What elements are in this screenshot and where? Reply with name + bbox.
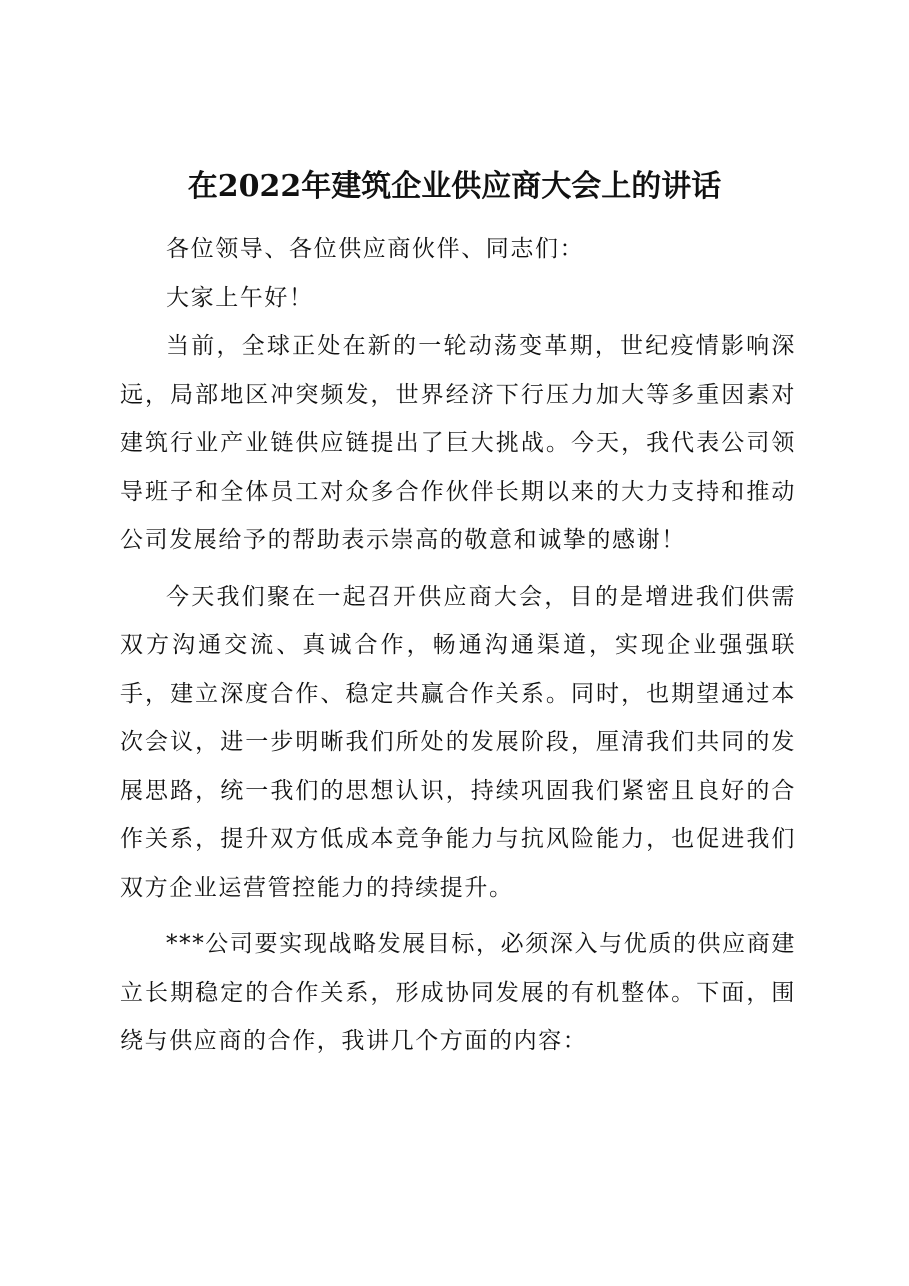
body-paragraph-2: 今天我们聚在一起召开供应商大会，目的是增进我们供需双方沟通交流、真诚合作，畅通沟通渠道，实现企业强强联手，建立深度合作、稳定共赢合作关系。同时，也期望通过本次会议，进一步明晰我们所处的发展阶段，厘清我们共同的发展思路，统一我们的思想认识，持续巩固我们紧密且良好的合作关系，提升双方低成本竞争能力与抗风险能力，也促进我们双方企业运营管控能力的持续提升。 (120, 583, 796, 901)
document-body (120, 225, 796, 1074)
document-title: 在2022年建筑企业供应商大会上的讲话 (187, 169, 722, 204)
body-paragraph-3: ***公司要实现战略发展目标，必须深入与优质的供应商建立长期稳定的合作关系，形成协同发展的有机整体。下面，围绕与供应商的合作，我讲几个方面的内容： (120, 931, 796, 1054)
salutation-paragraph: 各位领导、各位供应商伙伴、同志们： (166, 236, 585, 262)
greeting-paragraph: 大家上午好！ (166, 284, 314, 311)
body-paragraph-1: 当前，全球正处在新的一轮动荡变革期，世纪疫情影响深远，局部地区冲突频发，世界经济下行压力加大等多重因素对建筑行业产业链供应链提出了巨大挑战。今天，我代表公司领导班子和全体员工对众多合作伙伴长期以来的大力支持和推动公司发展给予的帮助表示崇高的敬意和诚挚的感谢！ (120, 333, 796, 553)
